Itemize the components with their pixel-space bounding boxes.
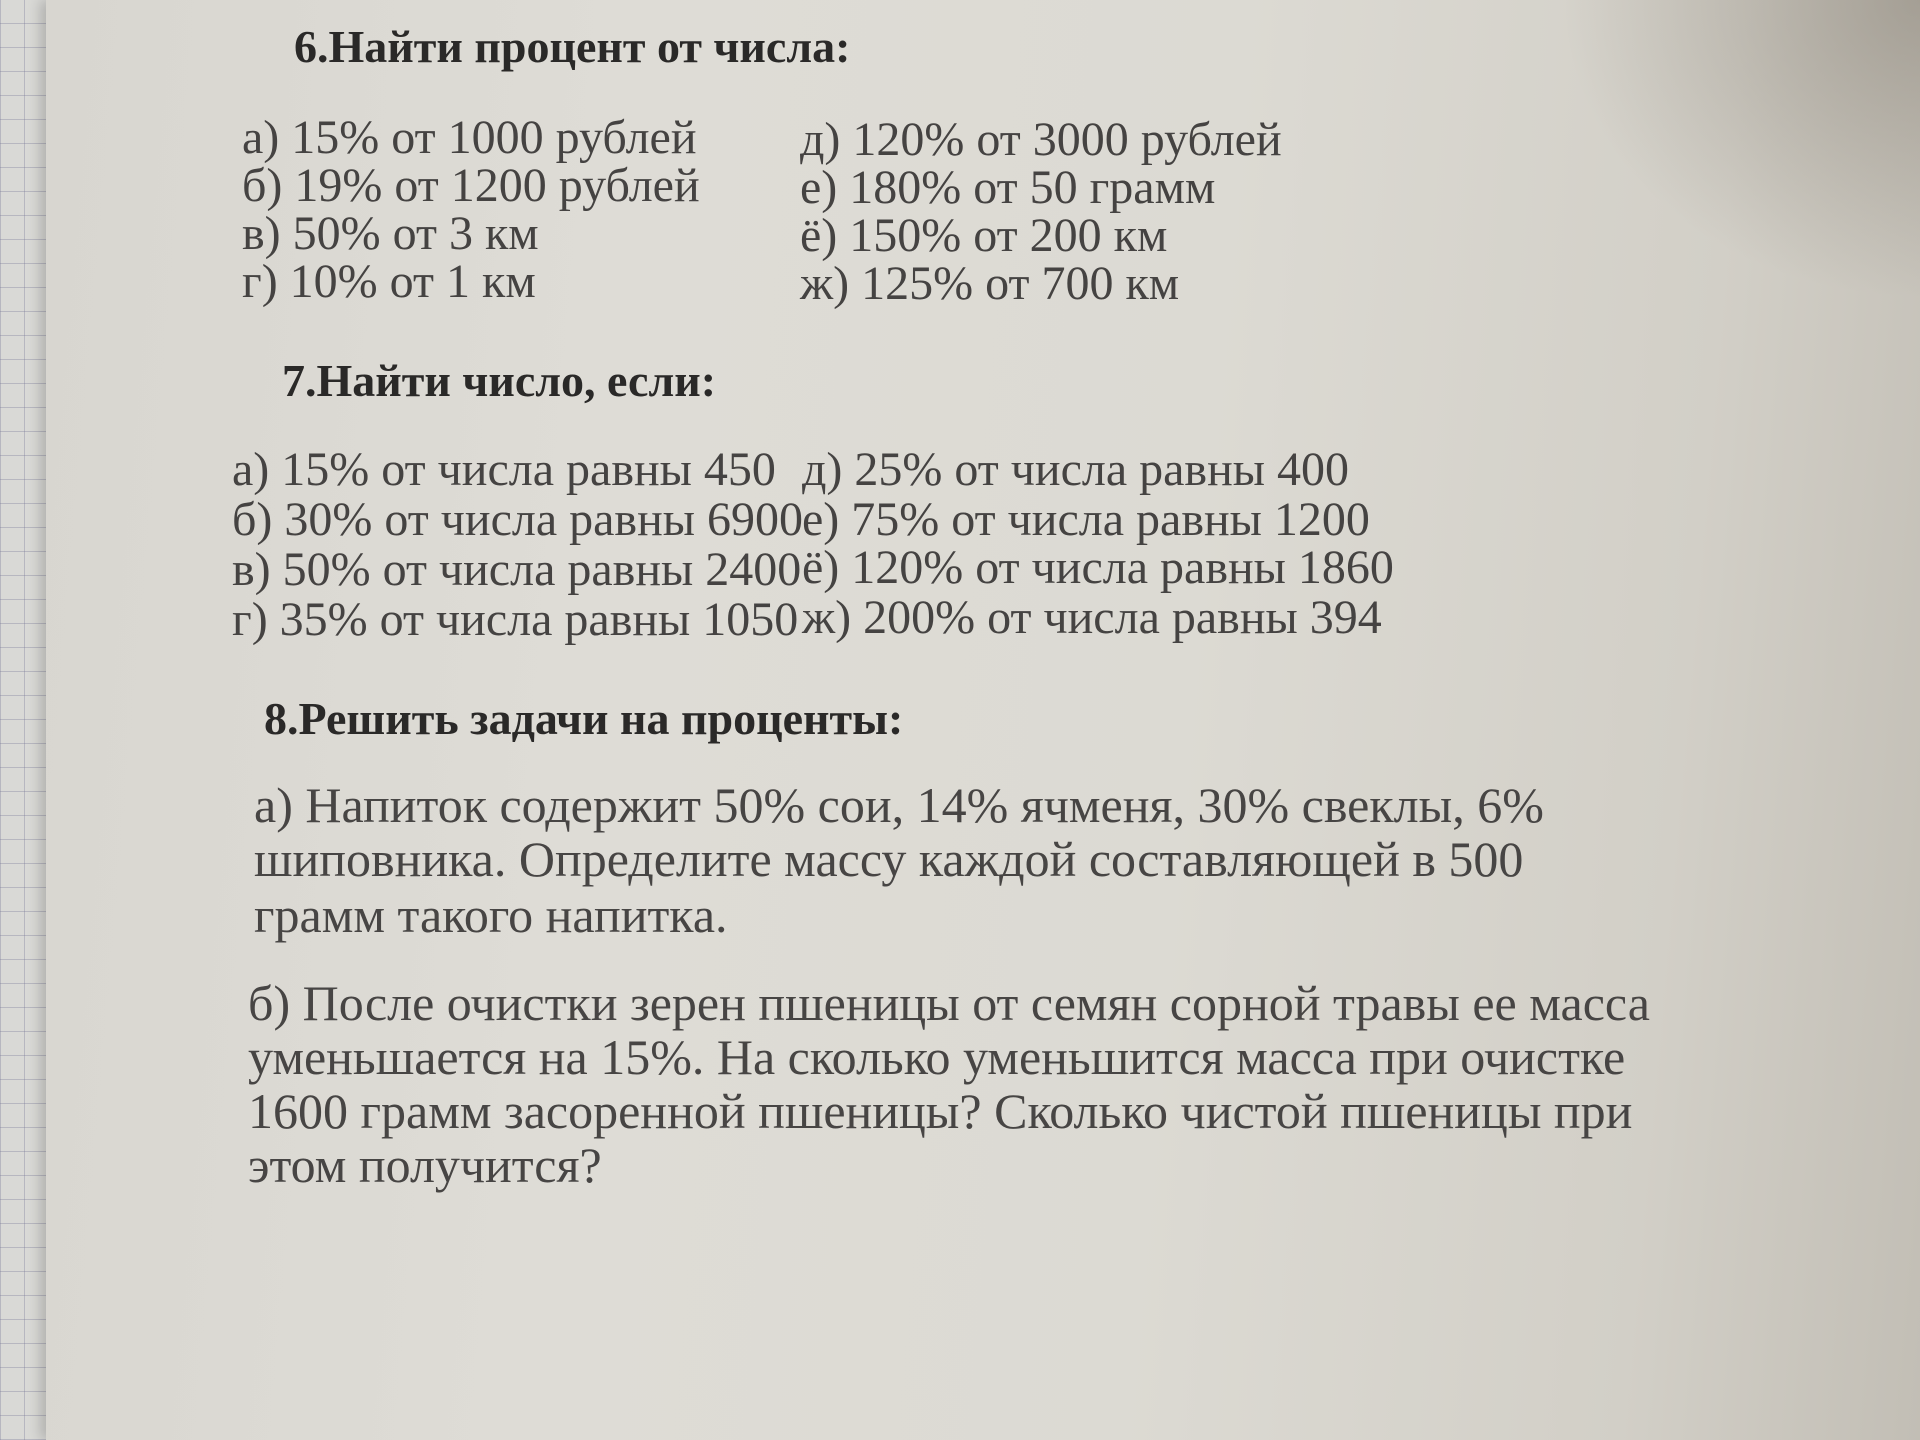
corner-shadow <box>1560 0 1920 300</box>
s6-item-a: а) 15% от 1000 рублей <box>242 111 697 164</box>
worksheet-page <box>46 0 1920 1440</box>
problem-a-line-1: а) Напиток содержит 50% сои, 14% ячменя, 30% свеклы, 6% <box>254 777 1544 833</box>
s6-item-yo: ё) 150% от 200 км <box>800 209 1168 262</box>
section-8-heading: 8.Решить задачи на проценты: <box>264 693 904 744</box>
problem-a-line-3: грамм такого напитка. <box>254 887 728 943</box>
problem-a-line-2: шиповника. Определите массу каждой составляющей в 500 <box>254 831 1524 887</box>
s6-item-zh: ж) 125% от 700 км <box>800 257 1180 310</box>
s7-item-v: в) 50% от числа равны 2400 <box>232 543 802 596</box>
section-6-heading: 6.Найти процент от числа: <box>294 21 851 72</box>
s7-item-zh: ж) 200% от числа равны 394 <box>802 591 1382 644</box>
s6-item-v: в) 50% от 3 км <box>242 207 539 260</box>
s7-item-b: б) 30% от числа равны 6900 <box>232 493 804 546</box>
s7-item-d: д) 25% от числа равны 400 <box>802 443 1350 496</box>
section-7-heading: 7.Найти число, если: <box>282 355 717 406</box>
problem-b-line-2: уменьшается на 15%. На сколько уменьшится масса при очистке <box>248 1029 1626 1085</box>
problem-b-line-4: этом получится? <box>248 1137 602 1193</box>
s6-item-e: е) 180% от 50 грамм <box>800 161 1216 214</box>
s6-item-g: г) 10% от 1 км <box>242 255 536 308</box>
problem-b-line-1: б) После очистки зерен пшеницы от семян сорной травы ее масса <box>248 975 1650 1031</box>
grid-paper-edge <box>0 0 46 1440</box>
s6-item-d: д) 120% от 3000 рублей <box>800 113 1282 166</box>
s7-item-yo: ё) 120% от числа равны 1860 <box>802 541 1394 594</box>
problem-b-line-3: 1600 грамм засоренной пшеницы? Сколько чистой пшеницы при <box>248 1083 1633 1139</box>
s7-item-g: г) 35% от числа равны 1050 <box>232 593 799 646</box>
s7-item-e: е) 75% от числа равны 1200 <box>802 493 1370 546</box>
s7-item-a: а) 15% от числа равны 450 <box>232 443 776 496</box>
s6-item-b: б) 19% от 1200 рублей <box>242 159 700 212</box>
